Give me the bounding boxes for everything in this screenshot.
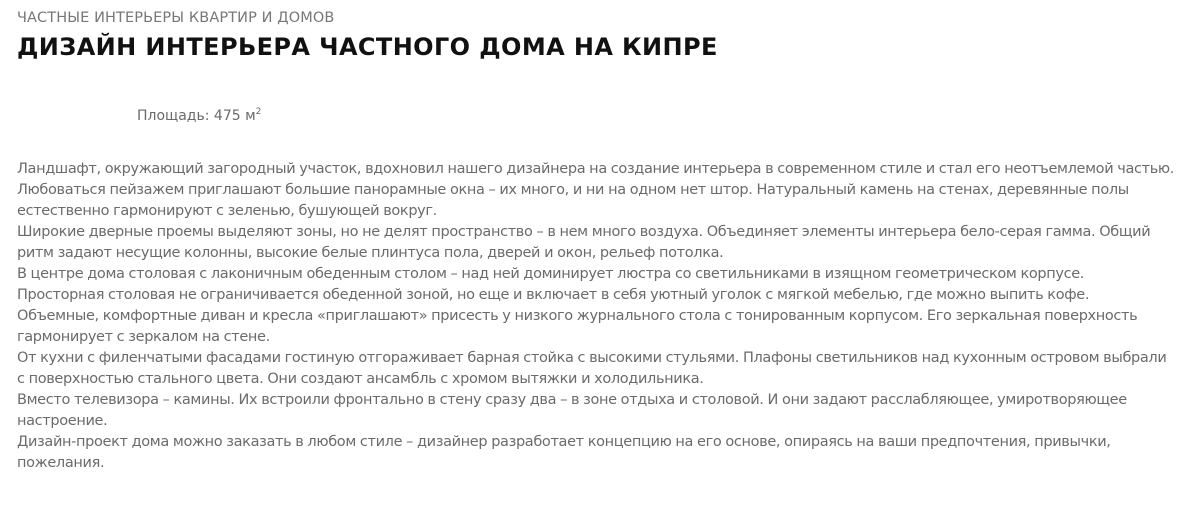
area-info <box>137 108 261 124</box>
category-label: ЧАСТНЫЕ ИНТЕРЬЕРЫ КВАРТИР И ДОМОВ <box>17 10 335 26</box>
area-value: 475 м <box>213 108 256 124</box>
article-body <box>17 159 1177 474</box>
article-paragraph: Объемные, комфортные диван и кресла «приглашают» присесть у низкого журнального стола с тонированным корпусом. Его зеркальная поверхность гармонирует с зеркалом на стене. <box>17 308 1138 345</box>
area-unit-superscript: 2 <box>255 107 262 117</box>
area-label: Площадь: <box>137 108 210 124</box>
page-title: ДИЗАЙН ИНТЕРЬЕРА ЧАСТНОГО ДОМА НА КИПРЕ <box>17 33 718 61</box>
article-paragraph: Ландшафт, окружающий загородный участок, вдохновил нашего дизайнера на создание интерьера в современном стиле и стал его неотъемлемой частью. Любоваться пейзажем приглашают большие панорамные окна – их много, и ни на одном нет штор. Натуральный камень на стенах, деревянные полы естественно гармонируют с зеленью, бушующей вокруг. <box>17 161 1175 219</box>
article-paragraph: Дизайн-проект дома можно заказать в любом стиле – дизайнер разработает концепцию на его основе, опираясь на ваши предпочтения, привычки, пожелания. <box>17 434 1111 471</box>
article-paragraph: Просторная столовая не ограничивается обеденной зоной, но еще и включает в себя уютный уголок с мягкой мебелью, где можно выпить кофе. <box>17 287 1090 303</box>
article-paragraph: В центре дома столовая с лаконичным обеденным столом – над ней доминирует люстра со светильниками в изящном геометрическом корпусе. <box>17 266 1085 282</box>
article-paragraph: Вместо телевизора – камины. Их встроили фронтально в стену сразу два – в зоне отдыха и столовой. И они задают расслабляющее, умиротворяющее настроение. <box>17 392 1127 429</box>
article-paragraph: Широкие дверные проемы выделяют зоны, но не делят пространство – в нем много воздуха. Объединяет элементы интерьера бело-серая гамма. Общий ритм задают несущие колонны, высокие белые плинтуса пола, дверей и окон, рельеф потолка. <box>17 224 1151 261</box>
article-paragraph: От кухни с филенчатыми фасадами гостиную отгораживает барная стойка с высокими стульями. Плафоны светильников над кухонным островом выбрали с поверхностью стального цвета. Они создают ансамбль с хромом вытяжки и холодильника. <box>17 350 1167 387</box>
